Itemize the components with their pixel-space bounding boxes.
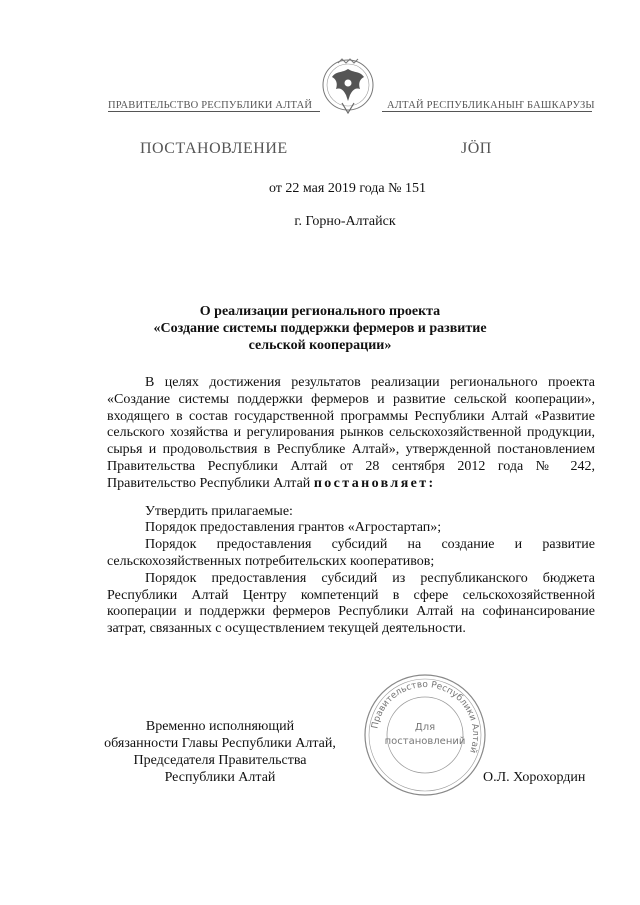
approved-item-3: Порядок предоставления субсидий из республиканского бюджета Республики Алтай Центру компетенций в сфере сельскохозяйственной кооперации и поддержки фермеров Республики Алтай на софинансирование затрат, связанных с осуществлением текущей деятельности. [107, 570, 595, 637]
signer-name: О.Л. Хорохордин [483, 770, 586, 785]
signer-block [100, 718, 340, 786]
title-line-3: сельской кооперации» [248, 338, 392, 353]
signer-line-3: Председателя Правительства [133, 753, 307, 768]
signer-line-2: обязанности Главы Республики Алтай, [104, 736, 336, 751]
title-line-1: О реализации регионального проекта [199, 304, 441, 319]
approved-item-2: Порядок предоставления субсидий на создание и развитие сельскохозяйственных потребительских кооперативов; [107, 537, 595, 569]
approved-item-1: Порядок предоставления грантов «Агростартап»; [145, 520, 442, 536]
coat-of-arms-emblem [316, 55, 380, 131]
header-rule-right [382, 111, 592, 112]
stamp-center-line-2: постановлений [384, 736, 466, 747]
decree-word: постановляет: [313, 475, 436, 491]
title-line-2: «Создание системы поддержки фермеров и развитие [153, 321, 487, 336]
header-org-right: АЛТАЙ РЕСПУБЛИКАНЫҤ БАШКАРУЗЫ [387, 100, 595, 111]
city-line: г. Горно-Алтайск [294, 214, 396, 229]
doc-type-right: JӦП [461, 140, 492, 157]
intro-text: В целях достижения результатов реализации регионального проекта «Создание системы поддержки фермеров и развитие сельской кооперации», входящего в состав государственной программы Республики Алтай «Развитие сельского хозяйства и регулирования рынков сельскохозяйственной продукции, сырья и продовольствия в Республике Алтай», утвержденной постановлением Правительства Республики Алтай от 28 сентября 2012 года № 242, Правительство Республики Алтай [107, 375, 595, 491]
doc-type-left: ПОСТАНОВЛЕНИЕ [140, 140, 288, 157]
signer-line-4: Республики Алтай [164, 770, 276, 785]
document-body [107, 375, 595, 638]
intro-paragraph [107, 375, 595, 493]
header-rule-left [108, 111, 320, 112]
date-number-line: от 22 мая 2019 года № 151 [268, 181, 427, 196]
stamp-center-line-1: Для [414, 722, 436, 733]
document-title [100, 303, 540, 354]
header-org-left: ПРАВИТЕЛЬСТВО РЕСПУБЛИКИ АЛТАЙ [108, 100, 313, 111]
official-stamp [360, 670, 490, 800]
stamp-ring-text: Правительство Республики Алтай [370, 679, 481, 755]
approve-line: Утвердить прилагаемые: [145, 503, 293, 519]
signer-line-1: Временно исполняющий [145, 719, 295, 734]
